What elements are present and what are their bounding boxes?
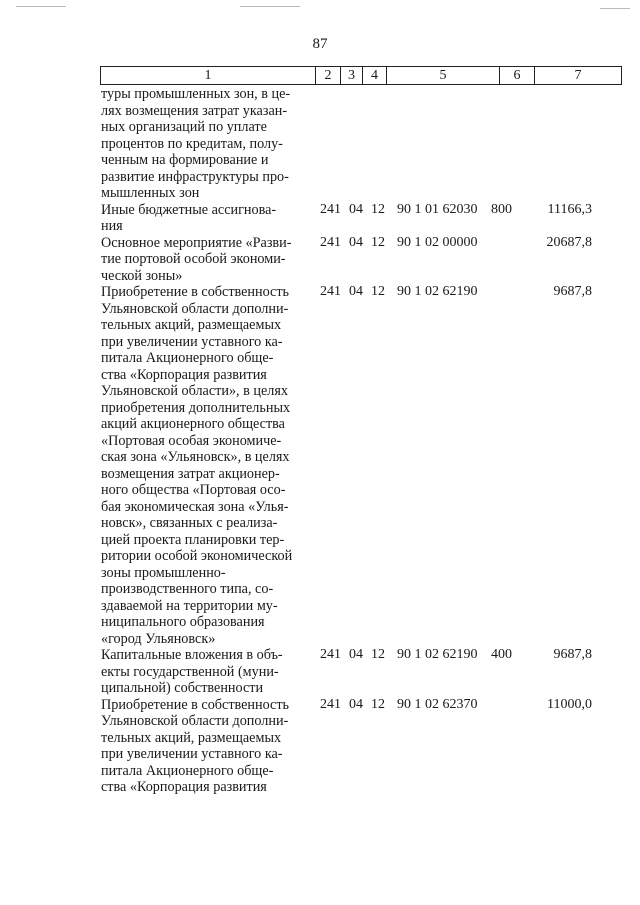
row-name-line: Иные бюджетные ассигнова- [101,201,277,218]
row-name-line: ритории особой экономической [101,548,293,564]
code-gr: 241 [320,234,341,250]
row-name [101,697,314,796]
row-name [101,86,314,202]
row-name-line: Ульяновской области дополни- [101,300,289,317]
header-col-6: 6 [500,67,535,85]
row-name-line: зоны промышленно- [101,564,226,581]
row-name-line: тие портовой особой экономи- [101,251,286,267]
code-vr: 800 [491,201,512,217]
header-col-5: 5 [387,67,500,85]
code-pr: 12 [371,696,385,712]
row-amount: 11166,3 [547,201,592,217]
table-body [0,86,640,796]
code-cs: 90 1 02 62190 [397,647,478,662]
row-name-line: Приобретение в собственность [101,696,290,713]
row-name-line: развитие инфраструктуры про- [101,168,289,185]
code-rz: 04 [349,234,363,250]
header-col-3: 3 [341,67,363,85]
row-name-line: Основное мероприятие «Разви- [101,234,292,251]
row-name-line: питала Акционерного обще- [101,762,274,779]
row-name-line: процентов по кредитам, полу- [101,135,283,152]
row-amount: 11000,0 [547,696,592,712]
row-name-line: туры промышленных зон, в це- [101,86,291,102]
table-header [100,66,622,85]
scan-artifact-top-left [16,6,66,7]
code-gr: 241 [320,284,341,299]
row-amount: 9687,8 [553,284,592,299]
code-vr: 400 [491,647,512,662]
row-name-line: тельных акций, размещаемых [101,317,282,333]
row-name-line: мышленных зон [101,185,200,201]
row-name-line: ческой зоны» [101,267,183,284]
row-name-line: новск», связанных с реализа- [101,515,278,531]
row-name-line: питала Акционерного обще- [101,350,274,366]
row-name-line: ниципального образования [101,614,265,630]
scan-artifact-top-right [600,8,630,9]
code-rz: 04 [349,201,363,217]
row-name [101,235,314,285]
code-pr: 12 [371,201,385,217]
row-amount: 20687,8 [546,234,592,250]
code-gr: 241 [320,647,341,662]
row-name-line: Капитальные вложения в объ- [101,647,283,663]
code-cs: 90 1 02 62190 [397,284,478,299]
row-name-line: возмещения затрат акционер- [101,465,280,482]
row-name-line: производственного типа, со- [101,581,274,597]
row-name [101,647,314,697]
row-name-line: ного общества «Портовая осо- [101,482,286,498]
row-name-line: акций акционерного общества [101,416,285,432]
code-cs: 90 1 01 62030 [397,201,478,217]
row-name-line: тельных акций, размещаемых [101,729,282,746]
row-name-line: при увеличении уставного ка- [101,333,283,350]
row-name-line: «Портовая особая экономиче- [101,432,282,449]
table-row [0,697,640,796]
row-name-line: ства «Корпорация развития [101,779,267,795]
code-rz: 04 [349,696,363,712]
table-row [0,235,640,285]
code-pr: 12 [371,647,385,662]
table-row [0,284,640,647]
code-cs: 90 1 02 62370 [397,696,478,712]
row-name-line: Приобретение в собственность [101,284,290,300]
header-col-7: 7 [535,67,622,85]
row-name-line: «город Ульяновск» [101,630,216,647]
row-name-line: Ульяновской области», в целях [101,383,288,399]
code-pr: 12 [371,284,385,299]
row-name-line: цией проекта планировки тер- [101,531,285,548]
table-row [0,202,640,235]
table-row [0,86,640,202]
scan-artifact-top-mid [240,6,300,7]
row-name-line: здаваемой на территории му- [101,597,278,614]
row-name-line: приобретения дополнительных [101,399,291,416]
row-name-line: ченным на формирование и [101,152,269,168]
row-name-line: ных организаций по уплате [101,119,267,135]
code-gr: 241 [320,201,341,217]
code-pr: 12 [371,234,385,250]
code-rz: 04 [349,647,363,662]
row-name [101,284,314,647]
row-name-line: бая экономическая зона «Улья- [101,498,289,515]
row-name [101,202,314,235]
code-rz: 04 [349,284,363,299]
row-name-line: ства «Корпорация развития [101,366,267,383]
header-col-1: 1 [101,67,316,85]
header-col-2: 2 [316,67,341,85]
table-row [0,647,640,697]
row-name-line: ципальной) собственности [101,680,264,696]
header-col-4: 4 [363,67,387,85]
row-name-line: ния [101,218,123,234]
page-number: 87 [312,36,328,52]
row-name-line: Ульяновской области дополни- [101,713,289,729]
row-name-line: лях возмещения затрат указан- [101,102,288,119]
row-name-line: екты государственной (муни- [101,663,279,680]
row-name-line: ская зона «Ульяновск», в целях [101,449,290,465]
row-amount: 9687,8 [553,647,592,662]
row-name-line: при увеличении уставного ка- [101,746,283,762]
code-gr: 241 [320,696,341,712]
code-cs: 90 1 02 00000 [397,234,478,250]
